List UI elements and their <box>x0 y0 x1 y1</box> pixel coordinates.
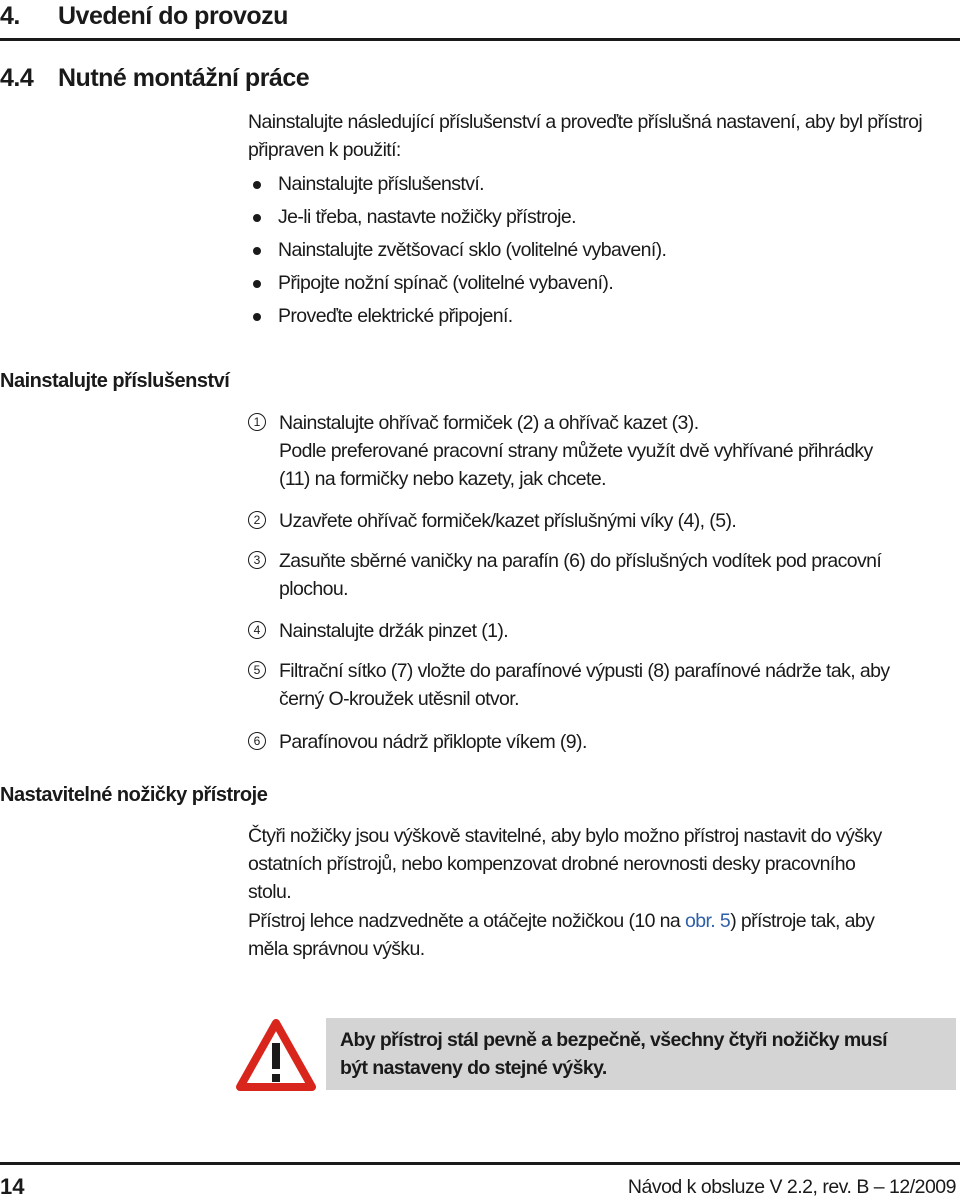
paragraph-line: ostatních přístrojů, nebo kompenzovat drobné nerovnosti desky pracovního <box>248 853 856 875</box>
paragraph-line <box>248 907 960 935</box>
step-line: Filtrační sítko (7) vložte do parafínové výpusti (8) parafínové nádrže tak, aby <box>279 660 890 682</box>
step-3 <box>248 547 960 603</box>
feet-paragraph-1 <box>248 822 960 906</box>
step-number: 1 <box>248 413 266 431</box>
subsection-number: 4.4 <box>0 64 34 92</box>
warning-line: být nastaveny do stejné výšky. <box>340 1057 607 1079</box>
step-text <box>279 728 960 756</box>
paragraph-line: stolu. <box>248 881 292 903</box>
accessories-heading: Nainstalujte příslušenství <box>0 370 230 392</box>
warning-box <box>326 1018 956 1090</box>
subsection-heading <box>0 66 309 91</box>
step-number: 2 <box>248 511 266 529</box>
step-number: 4 <box>248 621 266 639</box>
step-6 <box>248 728 960 756</box>
feet-paragraph-2 <box>248 907 960 963</box>
step-text <box>279 657 960 713</box>
step-4 <box>248 617 960 645</box>
step-line: plochou. <box>279 578 348 600</box>
step-line: černý O-kroužek utěsnil otvor. <box>279 688 519 710</box>
list-item: Připojte nožní spínač (volitelné vybavení). <box>248 267 960 300</box>
section-rule <box>0 38 960 41</box>
paragraph-text: ) přístroje tak, aby <box>730 910 875 932</box>
step-line: Uzavřete ohřívač formiček/kazet příslušnými víky (4), (5). <box>279 510 737 532</box>
list-item: Nainstalujte zvětšovací sklo (volitelné vybavení). <box>248 234 960 267</box>
feet-heading: Nastavitelné nožičky přístroje <box>0 784 268 806</box>
figure-reference-link[interactable]: obr. 5 <box>684 910 731 932</box>
footer-rule <box>0 1162 960 1165</box>
step-line: Nainstalujte držák pinzet (1). <box>279 620 509 642</box>
step-number: 6 <box>248 732 266 750</box>
intro-bullet-list <box>248 168 960 333</box>
paragraph-text: Přístroj lehce nadzvedněte a otáčejte nožičkou (10 na <box>248 910 685 932</box>
page-number: 14 <box>0 1174 25 1199</box>
step-text <box>279 409 960 493</box>
step-line: Zasuňte sběrné vaničky na parafín (6) do příslušných vodítek pod pracovní <box>279 550 882 572</box>
list-item: Je-li třeba, nastavte nožičky přístroje. <box>248 201 960 234</box>
step-number: 5 <box>248 661 266 679</box>
step-text <box>279 507 960 535</box>
warning-triangle-icon <box>236 1019 316 1091</box>
step-5 <box>248 657 960 713</box>
subsection-title: Nutné montážní práce <box>58 64 310 92</box>
section-title: Uvedení do provozu <box>58 2 288 30</box>
step-line: Nainstalujte ohřívač formiček (2) a ohřívač kazet (3). <box>279 412 699 434</box>
step-line: Parafínovou nádrž přiklopte víkem (9). <box>279 731 587 753</box>
section-number: 4. <box>0 2 20 30</box>
step-1 <box>248 409 960 493</box>
step-text <box>279 547 960 603</box>
step-2 <box>248 507 960 535</box>
step-number: 3 <box>248 551 266 569</box>
list-item: Proveďte elektrické připojení. <box>248 300 960 333</box>
paragraph-line: Čtyři nožičky jsou výškově stavitelné, aby bylo možno přístroj nastavit do výšky <box>248 825 882 847</box>
step-line: (11) na formičky nebo kazety, jak chcete. <box>279 468 606 490</box>
intro-text: Nainstalujte následující příslušenství a proveďte příslušná nastavení, aby byl přístroj připraven k použití: <box>248 111 923 161</box>
step-line: Podle preferované pracovní strany můžete využít dvě vyhřívané přihrádky <box>279 440 873 462</box>
list-item: Nainstalujte příslušenství. <box>248 168 960 201</box>
section-heading <box>0 4 288 29</box>
warning-line: Aby přístroj stál pevně a bezpečně, všechny čtyři nožičky musí <box>340 1029 887 1051</box>
document-info: Návod k obsluze V 2.2, rev. B – 12/2009 <box>627 1176 956 1198</box>
step-text <box>279 617 960 645</box>
paragraph-line: měla správnou výšku. <box>248 938 425 960</box>
